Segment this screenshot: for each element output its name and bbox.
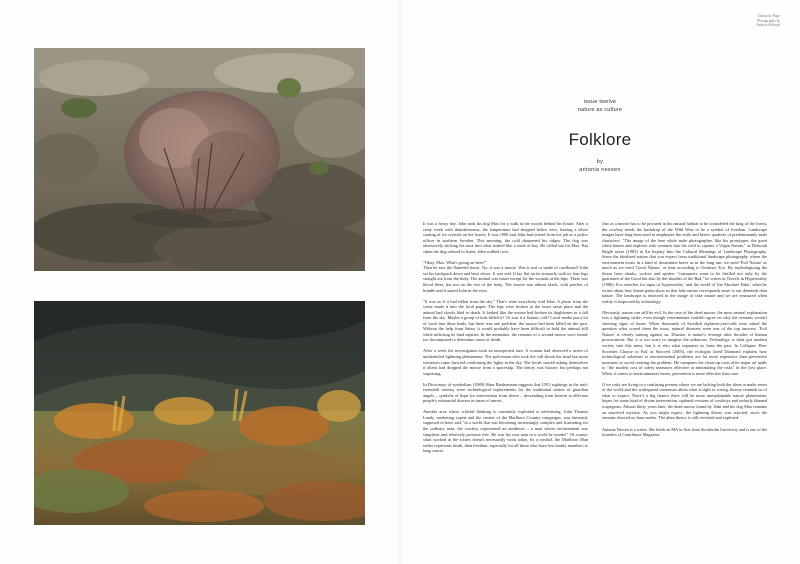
photo-credit bbox=[700, 14, 780, 28]
paragraph: Then he saw the flattened horse. No, it was a moose. Was it real or made of cardboard? John set his backpack down and bent closer. It was real. It lay flat on its stomach, with its four legs straight out from the body. The animal was intact except for the wounds at the hips. There was blood there, but not on the rest of the body. The moose was almost black, with patches of brindle and it stared John in the eyes. bbox=[423, 265, 588, 293]
shrub-photo-image bbox=[34, 48, 365, 271]
body-column-left bbox=[423, 221, 588, 533]
credit-line-1: Glasscote Page bbox=[757, 14, 780, 18]
byline bbox=[555, 158, 645, 174]
author-bio: Antonia Nessen is a writer. She holds an MA in Arts from Stockholm University and is one of the founders of Contributor Magazine. bbox=[602, 426, 767, 437]
valley-photo bbox=[34, 301, 365, 525]
paragraph: After a week the investigation took an unexpected turn. A woman had observed a series of unidentified lightning phenomena. The policeman who took the call shook his head but more witnesses came forward confirming the lights in the sky. The locals started asking themselves if aliens had dropped the moose from a spaceship. The theory was bizarre, but perhaps not surprising. bbox=[423, 348, 588, 376]
paragraph: In Dictionary of symbolism (1989) Hans Biedermann suggests that UFO sightings in the mid-twentieth century were technological replacements for the traditional notion of guardian angels – symbols of hope for intervention from above – descending from heaven to alleviate people's existential distress in times of unrest. bbox=[423, 381, 588, 404]
credit-line-3: Andrew Ackroyd bbox=[756, 23, 780, 28]
paragraph: Obviously, nature can still be evil. In the case of the dead moose, the most natural explanation was a lightning strike, even though veterinarians couldn't agree on why the remains weren't showing signs of burns. When thousands of Swedish eighteen-year-olds were asked the question what scared them the most, natural disasters were one of the top answers. 'Evil Nature' is clearly turning against us. Disaster is nature's revenge after decades of human provocations. But it is too scary to imagine the unknown. Technology is what got modern society into this mess, but it is also what separates us from the past. In Collapse: How Societies Choose to Fail or Succeed (2005), the ecologist Jared Diamond explains how technological solutions to environmental problems are far more expensive than preventive measures to avoid creating the problem. He compares the clean-up costs after major oil spills to "the modest cost of safety measures effective at minimizing the risks" in the first place. When it comes to environmental issues, prevention is more effective than cure. bbox=[602, 309, 767, 376]
article-title: Folklore bbox=[568, 130, 632, 149]
section-label: nature as culture bbox=[577, 107, 623, 113]
paragraph: If we truly are living in a confusing present where we are lacking both the ideas to make sense of the world and the widespread consensus about what is right or wrong, history reminds us of what to expect. There's a big chance there will be more unexplainable nature phenomena; hopes for some kind of divine intervention, updated versions of cowboys and unfairly blamed scapegoats. Almost thirty years later, the dead moose found by John and his dog Max remains an unsolved mystery. As you might expect, the lightning theory was rejected, since the remains showed no burn marks. The alien theory is still revisited and explored. bbox=[602, 381, 767, 421]
byline-by: by bbox=[596, 159, 604, 165]
paragraph: It was a frosty day. John took his dog Max for a walk in the woods behind his house. After a rainy week with thunderstorms, the temperature had dropped below zero, leaving a silver coating of ice crystals on the leaves. It was 1988 and John had retired from his job as a police officer in northern Sweden. This morning, the cold sharpened his ridges. The dog was obsessively sticking his nose into what looked like a stack of hay. He called out for Max. But when the dog refused to listen, John walked over. bbox=[423, 221, 588, 254]
paragraph: Another area where wishful thinking is constantly exploited is advertising. John Thomas Landy, marketing expert and the creator of the Marlboro Country campaigns, was famously supposed to have said "in a world that was becoming increasingly complex and frustrating for the ordinary man, the cowboy represented an antithesis – a man whose environment was simplistic and relatively pressure free. He was his own man in a world he owned." Of course, what worked in the sixties doesn't necessarily work today. As a symbol, the Marlboro Man rather represents death, than freedom, especially for all those who have lost family members to lung cancer. bbox=[423, 409, 589, 454]
credit-line-2: Photography by bbox=[756, 18, 780, 23]
paragraph: "It was as if it had fallen from the sky." That's what everybody told John. A photo from the scene made it into the local paper. The legs were broken at the exact same place and the animal had slowly bled to death. It looked like the moose had broken its thighbones in a fall from the sky. Maybe a group of kids killed it? Or was it a Satanic cult? Local media put a lot of work into these leads, but there was one problem: the moose had been killed on the spot. Without the help from Satan, it would probably have been difficult to hold the animal still while inflicting its fatal injuries. In the meantime, the remains of a second moose were found, too decomposed to determine cause of death. bbox=[423, 298, 588, 343]
issue-label: issue twelve bbox=[583, 99, 617, 105]
paragraph: "Okay, Max. What's going on here?" bbox=[423, 259, 487, 265]
paragraph: Just as a moose has to be pictured in his natural habitat to be considered the king of the forest, the cowboy needs the backdrop of the Wild West to be a symbol of freedom. Landscape images have long been used to emphasize the virile and heroic qualities of predominantly male characters. "The image of the lone white male photographer, like his prototypes, the great white hunter and explorer who ventures into the wild to capture a Virgin Nature," as Deborah Bright notes (1985) in An Inquiry Into the Cultural Meanings of Landscape Photography. Since the idealized nature that you expect from traditional landscape photography where the environment exists in a kind of dreamtime bores us in the long run, we need 'Evil Nature' as much as we need 'Good Nature,' at least according to Umberto Eco. By mythologizing the threat from sharks, wolves and spiders "consumers want to be thrilled not only by the guarantee of the Good but also by the shudder of the Bad," he writes in Travels in Hyperreality (1986). Eco searches for signs of 'hyperreality,' and the world of 'the Absolute Fake,' when he writes about how theme parks show us that fake nature corresponds more to our demands than nature. The landscape is mirrored in the image of fake nature and we are reassured when reality is improved by technology. bbox=[602, 221, 768, 304]
valley-photo-image bbox=[34, 301, 365, 525]
shrub-photo bbox=[34, 48, 365, 271]
byline-author: antonia nessen bbox=[579, 167, 621, 173]
page-gutter bbox=[398, 0, 402, 564]
issue-block bbox=[570, 98, 630, 114]
body-column-right bbox=[602, 221, 767, 533]
